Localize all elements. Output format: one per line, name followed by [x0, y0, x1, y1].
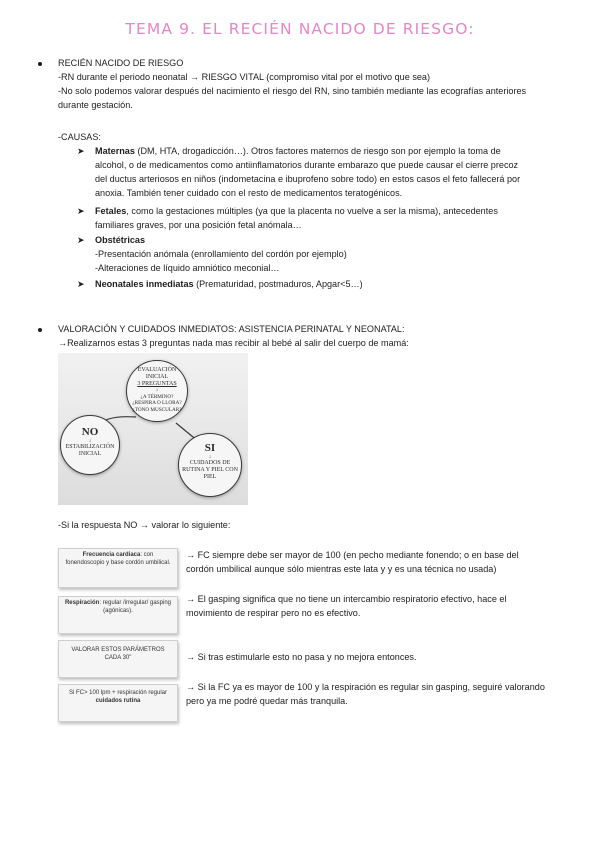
cause-text-line: alcohol, o de medicamentos como antiinflamatorios durante embarazo que puede causar el cierre precoz: [95, 160, 519, 170]
right-arrow-icon: →: [189, 72, 200, 82]
right-arrow-icon: →: [186, 682, 196, 692]
right-arrow-icon: →: [186, 550, 196, 560]
if-no-text-a: -Si la respuesta NO: [58, 520, 138, 530]
param-note-line: cordón umbilical aunque sólo mientras este lata y y es una técnica no usada): [186, 564, 497, 574]
param-note: [186, 681, 545, 695]
right-arrow-icon: →: [186, 652, 196, 662]
triangle-bullet-icon: ➤: [77, 146, 85, 156]
param-box-respiration: [58, 596, 178, 634]
cause-neonatales: [95, 278, 363, 292]
down-arrow-icon: ↓: [155, 387, 159, 394]
param-rest: : con fonendoscopio y base cordón umbilical.: [65, 552, 171, 566]
param-bold: Frecuencia cardiaca: [82, 552, 141, 558]
down-arrow-icon: ↓: [208, 454, 212, 460]
no-text: ESTABILIZACIÓN INICIAL: [65, 444, 115, 458]
cause-text-line: familiares graves, por una posición fetal anómala…: [95, 220, 302, 230]
eval-title: EVALUACIÓN INICIAL: [137, 367, 177, 380]
right-arrow-icon: →: [139, 520, 149, 530]
evaluation-circle: [126, 360, 188, 422]
note-text: Si la FC ya es mayor de 100 y la respiración es regular sin gasping, seguiré valorando: [197, 682, 545, 692]
cause-text: (DM, HTA, drogadicción…). Otros factores maternos de riesgo son por ejemplo la toma de: [134, 146, 501, 156]
eval-question: ¿TONO MUSCULAR?: [132, 406, 182, 413]
param-box-heart-rate: [58, 548, 178, 588]
triangle-bullet-icon: ➤: [77, 206, 85, 216]
param-bold: cuidados rutina: [95, 697, 141, 704]
cause-fetales: [95, 205, 498, 219]
param-box-routine: [58, 684, 178, 722]
note-text: El gasping significa que no tiene un intercambio respiratorio efectivo, hace el: [197, 594, 507, 604]
cause-text-line: -Presentación anómala (enrollamiento del cordón por ejemplo): [95, 249, 347, 259]
cause-text: (Prematuridad, postmaduros, Apgar<5…): [193, 279, 363, 289]
param-bold: Respiración: [64, 600, 100, 606]
cause-name: Fetales: [95, 206, 127, 216]
bullet-dot-icon: [38, 328, 42, 332]
no-circle: [60, 415, 120, 475]
triangle-bullet-icon: ➤: [77, 279, 85, 289]
evaluation-diagram: [58, 353, 248, 505]
page-title: TEMA 9. EL RECIÉN NACIDO DE RIESGO:: [125, 20, 475, 38]
right-arrow-icon: →: [58, 338, 68, 348]
section1-line2: -No solo podemos valorar después del nacimiento el riesgo del RN, sino también mediante las ecografías anteriores: [58, 86, 527, 96]
triangle-bullet-icon: ➤: [77, 235, 85, 245]
param-note: [186, 593, 507, 607]
no-label: NO: [81, 426, 99, 438]
section1-heading: RECIÉN NACIDO DE RIESGO: [58, 58, 184, 68]
param-box-reassess: [58, 640, 178, 678]
param-note-line: pero ya me podré quedar más tranquila.: [186, 696, 348, 706]
if-no-text-b: valorar lo siguiente:: [151, 520, 231, 530]
param-text: Si FC> 100 lpm + respiración regular: [68, 690, 168, 696]
cause-name: Neonatales inmediatas: [95, 279, 194, 289]
section2-intro: [58, 337, 409, 351]
param-note-line: movimiento de respirar pero no es efectivo.: [186, 608, 361, 618]
si-text: CUIDADOS DE RUTINA Y PIEL CON PIEL: [182, 460, 238, 480]
si-circle: [178, 433, 242, 497]
intro-text: Realizarnos estas 3 preguntas nada mas recibir al bebé al salir del cuerpo de mamá:: [67, 338, 409, 348]
param-rest: : regular /irregular/ gasping (agónicas).: [99, 600, 172, 614]
bullet-dot-icon: [38, 62, 42, 66]
cause-obstetricas: [95, 234, 145, 248]
line1-part-b: RIESGO VITAL (compromiso vital por el motivo que sea): [201, 72, 431, 82]
eval-subtitle: 3 PREGUNTAS: [137, 380, 177, 387]
param-note: [186, 651, 417, 665]
cause-maternas: [95, 145, 501, 159]
cause-text-line: -Alteraciones de líquido amniótico meconial…: [95, 263, 280, 273]
cause-name: Maternas: [95, 146, 135, 156]
cause-text-line: del ductus arteriosos en niños (indometacina e ibuprofeno sobre todo) en estos casos el feto fallecerá por: [95, 174, 521, 184]
cause-text: , como la gestaciones múltiples (ya que la placenta no vuelve a ser la misma), antecedentes: [126, 206, 498, 216]
causas-label: -CAUSAS:: [58, 132, 101, 142]
note-text: FC siempre debe ser mayor de 100 (en pecho mediante fonendo; o en base del: [197, 550, 519, 560]
note-text: Si tras estimularle esto no pasa y no mejora entonces.: [197, 652, 417, 662]
section1-line3: durante gestación.: [58, 100, 133, 110]
right-arrow-icon: →: [186, 594, 196, 604]
eval-question: ¿A TÉRMINO?: [140, 393, 174, 400]
si-label: SI: [204, 442, 216, 454]
eval-question: ¿RESPIRA O LLORA?: [132, 400, 182, 407]
param-note: [186, 549, 519, 563]
param-text: VALORAR ESTOS PARÁMETROS CADA 30": [71, 647, 165, 661]
if-no-line: [58, 519, 230, 533]
cause-name: Obstétricas: [95, 235, 146, 245]
line1-part-a: -RN durante el periodo neonatal: [58, 72, 188, 82]
cause-text-line: anoxia. También tener cuidado con el resto de medicamentos teratogénicos.: [95, 188, 403, 198]
down-arrow-icon: ↓: [88, 438, 92, 444]
section2-heading: VALORACIÓN Y CUIDADOS INMEDIATOS: ASISTENCIA PERINATAL Y NEONATAL:: [58, 324, 405, 334]
section1-line1: [58, 71, 430, 85]
